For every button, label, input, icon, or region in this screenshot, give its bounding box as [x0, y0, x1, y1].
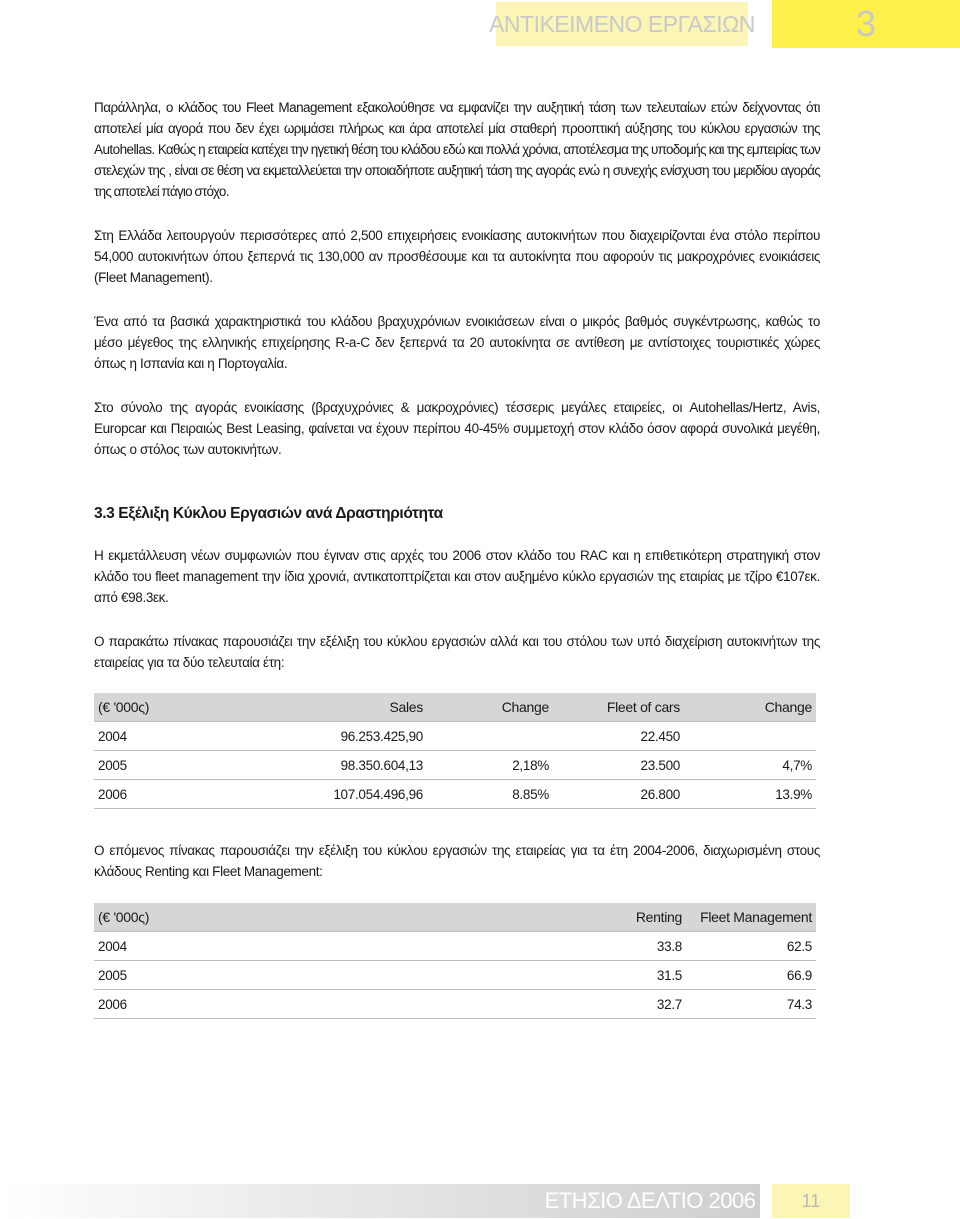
table-header-cell: Fleet Management	[686, 903, 816, 932]
table-cell: 2004	[94, 932, 558, 961]
table-cell: 26.800	[553, 780, 684, 809]
paragraph-table2-intro: Ο επόμενος πίνακας παρουσιάζει την εξέλιξη του κύκλου εργασιών της εταιρείας για τα έτη 2004-2006, διαχωρισμένη στους κλάδους Renting και Fleet Management:	[94, 843, 820, 879]
table-header-cell: Fleet of cars	[553, 693, 684, 722]
table-row	[94, 932, 816, 961]
table-cell: 32.7	[558, 990, 686, 1019]
paragraph-greek-market: Στη Ελλάδα λειτουργούν περισσότερες από 2,500 επιχειρήσεις ενοικίασης αυτοκινήτων που διαχειρίζονται ένα στόλο περίπου 54,000 αυτοκινήτων όπου ξεπερνά τις 130,000 αν προσθέσουμε και τα αυτοκίνητα που αφορούν τις μακροχρόνιες ενοικιάσεις (Fleet Management).	[94, 228, 820, 285]
paragraph-market-share: Στο σύνολο της αγοράς ενοικίασης (βραχυχρόνιες & μακροχρόνιες) τέσσερις μεγάλες εταιρείες, οι Autohellas/Hertz, Avis, Europcar και Πειραιώς Best Leasing, φαίνεται να έχουν περίπου 40-45% συμμετοχή στον κλάδο όσον αφορά συνολικά μεγέθη, όπως ο στόλος των αυτοκινήτων.	[94, 400, 820, 457]
table-cell: 96.253.425,90	[261, 722, 427, 751]
renting-fleet-table	[94, 903, 816, 1019]
table-cell: 66.9	[686, 961, 816, 990]
sales-fleet-table	[94, 693, 816, 809]
paragraph-fleet-management-b: Καθώς η εταιρεία κατέχει την ηγετική θέση του κλάδου εδώ και πολλά χρόνια, αποτέλεσμα της υποδομής και της εμπειρίας των στελεχών της , είναι σε θέση να εκμεταλλεύεται την οποιαδήποτε αυξητική τάση της αγοράς ενώ η συνεχής ενίσχυση του μεριδίου αγοράς της αποτελεί πάγιο στόχο.	[94, 142, 820, 199]
table-header-cell: Change	[427, 693, 553, 722]
table-cell: 2004	[94, 722, 261, 751]
table-cell: 31.5	[558, 961, 686, 990]
table-cell: 2,18%	[427, 751, 553, 780]
table-cell: 74.3	[686, 990, 816, 1019]
table-cell: 33.8	[558, 932, 686, 961]
table-header-cell: (€ '000ς)	[94, 903, 558, 932]
paragraph-fleet-management-a: Παράλληλα, ο κλάδος του Fleet Management εξακολούθησε να εμφανίζει την αυξητική τάση των τελευταίων ετών δείχνοντας ότι αποτελεί μία αγορά που δεν έχει ωριμάσει πλήρως και άρα αποτελεί μία σταθερή προοπτική αύξησης του κύκλου εργασιών της Autohellas.	[94, 100, 820, 157]
section-title: ΑΝΤΙΚΕΙΜΕΝΟ ΕΡΓΑΣΙΩΝ	[496, 2, 748, 46]
paragraph-fleet-management	[94, 97, 820, 202]
chapter-number: 3	[772, 0, 960, 48]
table-cell: 8.85%	[427, 780, 553, 809]
table-cell: 4,7%	[684, 751, 816, 780]
table-cell: 2005	[94, 961, 558, 990]
table-cell	[427, 722, 553, 751]
section-heading: 3.3 Εξέλιξη Κύκλου Εργασιών ανά Δραστηριότητα	[94, 505, 443, 522]
table-row	[94, 961, 816, 990]
table-row	[94, 780, 816, 809]
table-cell: 23.500	[553, 751, 684, 780]
table-cell: 22.450	[553, 722, 684, 751]
table-cell	[684, 722, 816, 751]
table-cell: 2006	[94, 780, 261, 809]
table-header-row	[94, 903, 816, 932]
table-cell: 107.054.496,96	[261, 780, 427, 809]
table-cell: 62.5	[686, 932, 816, 961]
page-content	[94, 97, 820, 1019]
table-cell: 2005	[94, 751, 261, 780]
table-row	[94, 751, 816, 780]
table-header-cell: (€ '000ς)	[94, 693, 261, 722]
paragraph-market-concentration: Ένα από τα βασικά χαρακτηριστικά του κλάδου βραχυχρόνιων ενοικιάσεων είναι ο μικρός βαθμός συγκέντρωσης, καθώς το μέσο μέγεθος της ελληνικής επιχείρησης R-a-C δεν ξεπερνά τα 20 αυτοκίνητα σε αντίθεση με αντίστοιχες τουριστικές χώρες όπως η Ισπανία και η Πορτογαλία.	[94, 314, 820, 371]
paragraph-new-agreements: Η εκμετάλλευση νέων συμφωνιών που έγιναν στις αρχές του 2006 στον κλάδο του RAC και η επιθετικότερη στρατηγική στον κλάδο του fleet management την ίδια χρονιά, αντικατοπτρίζεται και στον αυξημένο κύκλο εργασιών της εταιρίας με τζίρο €107εκ. από €98.3εκ.	[94, 548, 820, 605]
table-header-cell: Sales	[261, 693, 427, 722]
table-row	[94, 990, 816, 1019]
page-number: 11	[772, 1184, 850, 1218]
table-cell: 98.350.604,13	[261, 751, 427, 780]
table-row	[94, 722, 816, 751]
table-cell: 13.9%	[684, 780, 816, 809]
table-header-cell: Renting	[558, 903, 686, 932]
table-cell: 2006	[94, 990, 558, 1019]
table-header-cell: Change	[684, 693, 816, 722]
paragraph-table1-intro: Ο παρακάτω πίνακας παρουσιάζει την εξέλιξη του κύκλου εργασιών αλλά και του στόλου των υπό διαχείριση αυτοκινήτων της εταιρείας για τα δύο τελευταία έτη:	[94, 634, 820, 670]
table-header-row	[94, 693, 816, 722]
footer-report-title: ΕΤΗΣΙΟ ΔΕΛΤΙΟ 2006	[544, 1188, 756, 1213]
